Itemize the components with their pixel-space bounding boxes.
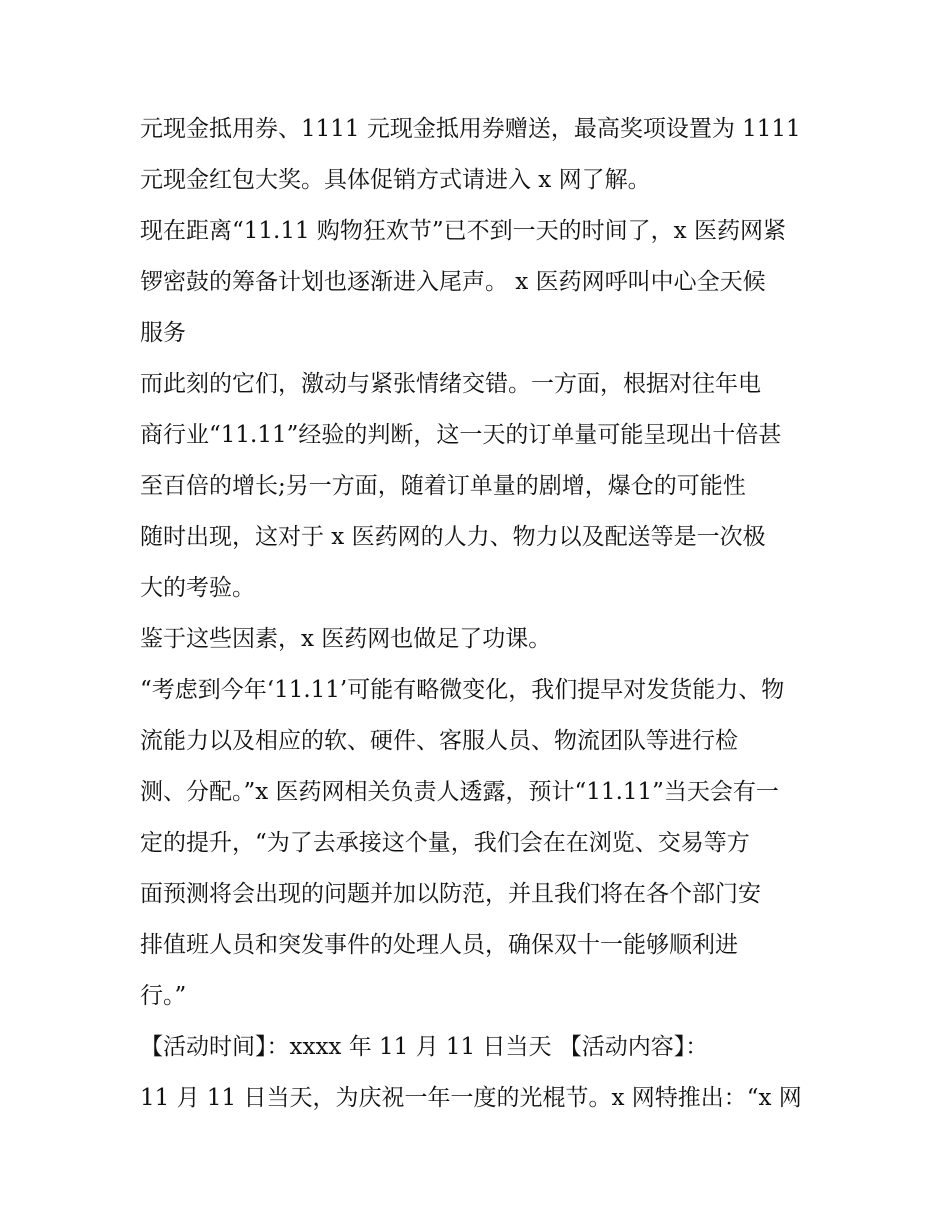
text-line: 鉴于这些因素，x 医药网也做足了功课。 xyxy=(140,626,552,652)
text-line: 商行业“11.11”经验的判断，这一天的订单量可能呈现出十倍甚 xyxy=(140,422,782,448)
text-line: 行。” xyxy=(140,983,187,1009)
text-line: 测、分配。”x 医药网相关负责人透露，预计“11.11”当天会有一 xyxy=(140,779,779,805)
text-line: 随时出现，这对于 x 医药网的人力、物力以及配送等是一次极 xyxy=(140,524,766,550)
text-line: 定的提升，“为了去承接这个量，我们会在在浏览、交易等方 xyxy=(140,830,750,856)
text-line: 元现金抵用券、1111 元现金抵用券赠送，最高奖项设置为 1111 xyxy=(140,116,801,142)
text-line: 元现金红包大奖。具体促销方式请进入 x 网了解。 xyxy=(140,167,651,193)
text-line: 大的考验。 xyxy=(140,575,255,601)
text-line: “考虑到今年‘11.11’可能有略微变化，我们提早对发货能力、物 xyxy=(140,677,785,703)
text-line: 锣密鼓的筹备计划也逐渐进入尾声。 x 医药网呼叫中心全天候 xyxy=(140,269,766,295)
document-body xyxy=(140,104,820,1124)
text-line: 而此刻的它们，激动与紧张情绪交错。一方面，根据对往年电 xyxy=(140,371,761,397)
text-line: 排值班人员和突发事件的处理人员，确保双十一能够顺利进 xyxy=(140,932,738,958)
text-line: 11 月 11 日当天，为庆祝一年一度的光棍节。x 网特推出：“x 网 xyxy=(140,1085,802,1111)
text-line: 【活动时间】：xxxx 年 11 月 11 日当天 【活动内容】： xyxy=(140,1034,709,1060)
text-line: 服务 xyxy=(140,320,186,346)
text-line: 现在距离“11.11 购物狂欢节”已不到一天的时间了，x 医药网紧 xyxy=(140,218,786,244)
text-line: 面预测将会出现的问题并加以防范，并且我们将在各个部门安 xyxy=(140,881,761,907)
text-line: 流能力以及相应的软、硬件、客服人员、物流团队等进行检 xyxy=(140,728,738,754)
text-line: 至百倍的增长;另一方面，随着订单量的剧增，爆仓的可能性 xyxy=(140,473,746,499)
